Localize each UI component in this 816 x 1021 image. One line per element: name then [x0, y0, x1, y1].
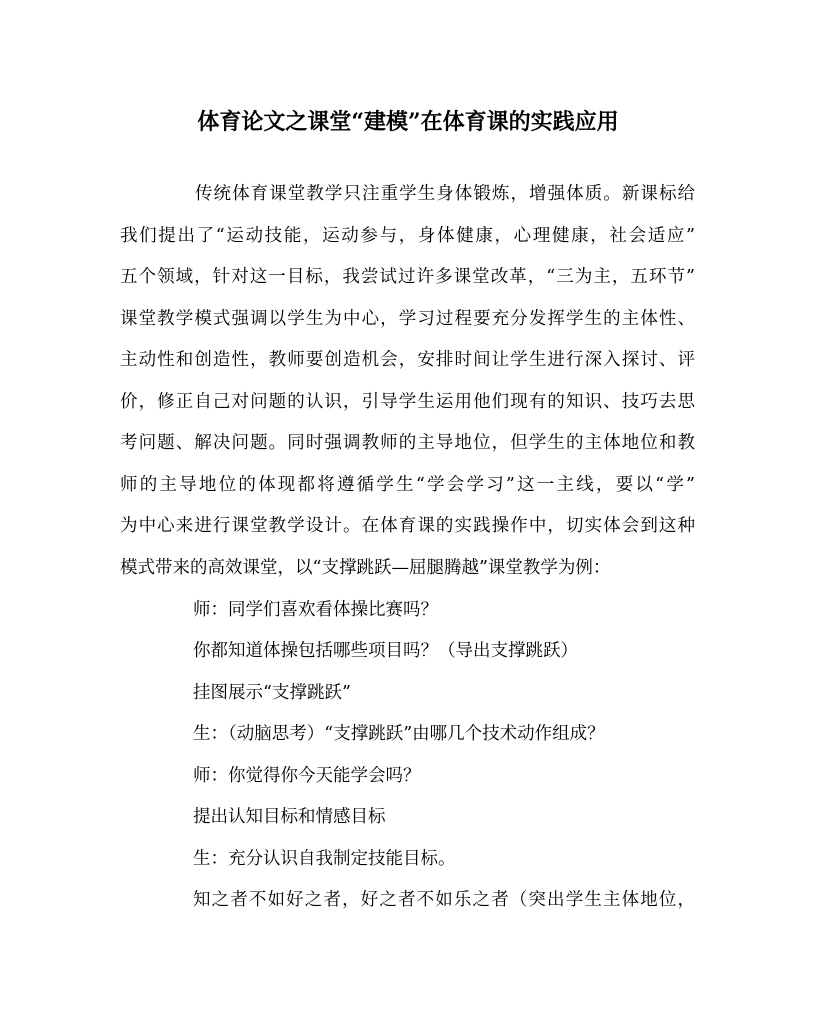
paragraph-line: 模式带来的高效课堂，以“支撑跳跃—屈腿腾越”课堂教学为例：: [120, 558, 611, 578]
dialogue-line: 提出认知目标和情感目标: [193, 807, 386, 827]
paragraph-line: 师的主导地位的体现都将遵循学生“学会学习”这一主线，要以“学”: [120, 475, 695, 495]
paragraph-line: 价，修正自己对问题的认识，引导学生运用他们现有的知识、技巧去思: [120, 392, 695, 412]
dialogue-line: 生：（动脑思考）“支撑跳跃”由哪几个技术动作组成？: [193, 724, 605, 744]
paragraph-line: 传统体育课堂教学只注重学生身体锻炼，增强体质。新课标给: [195, 184, 695, 204]
dialogue-line: 师：你觉得你今天能学会吗？: [193, 766, 421, 786]
paragraph-line: 我们提出了“运动技能，运动参与，身体健康，心理健康，社会适应”: [120, 226, 695, 246]
paragraph-line: 为中心来进行课堂教学设计。在体育课的实践操作中，切实体会到这种: [120, 516, 695, 536]
paragraph-line: 五个领域，针对这一目标，我尝试过许多课堂改革，“三为主，五环节”: [120, 267, 695, 287]
paragraph-line: 主动性和创造性，教师要创造机会，安排时间让学生进行深入探讨、评: [120, 350, 695, 370]
document-title: 体育论文之课堂“建模”在体育课的实践应用: [197, 109, 619, 135]
paragraph-line: 考问题、解决问题。同时强调教师的主导地位，但学生的主体地位和教: [120, 433, 695, 453]
dialogue-line: 你都知道体操包括哪些项目吗？（导出支撑跳跃）: [193, 641, 578, 661]
dialogue-line: 知之者不如好之者，好之者不如乐之者（突出学生主体地位，: [193, 890, 695, 910]
paragraph-line: 课堂教学模式强调以学生为中心，学习过程要充分发挥学生的主体性、: [120, 309, 695, 329]
dialogue-line: 挂图展示“支撑跳跃”: [193, 683, 351, 703]
dialogue-line: 生：充分认识自我制定技能目标。: [193, 849, 456, 869]
dialogue-line: 师：同学们喜欢看体操比赛吗？: [193, 600, 438, 620]
